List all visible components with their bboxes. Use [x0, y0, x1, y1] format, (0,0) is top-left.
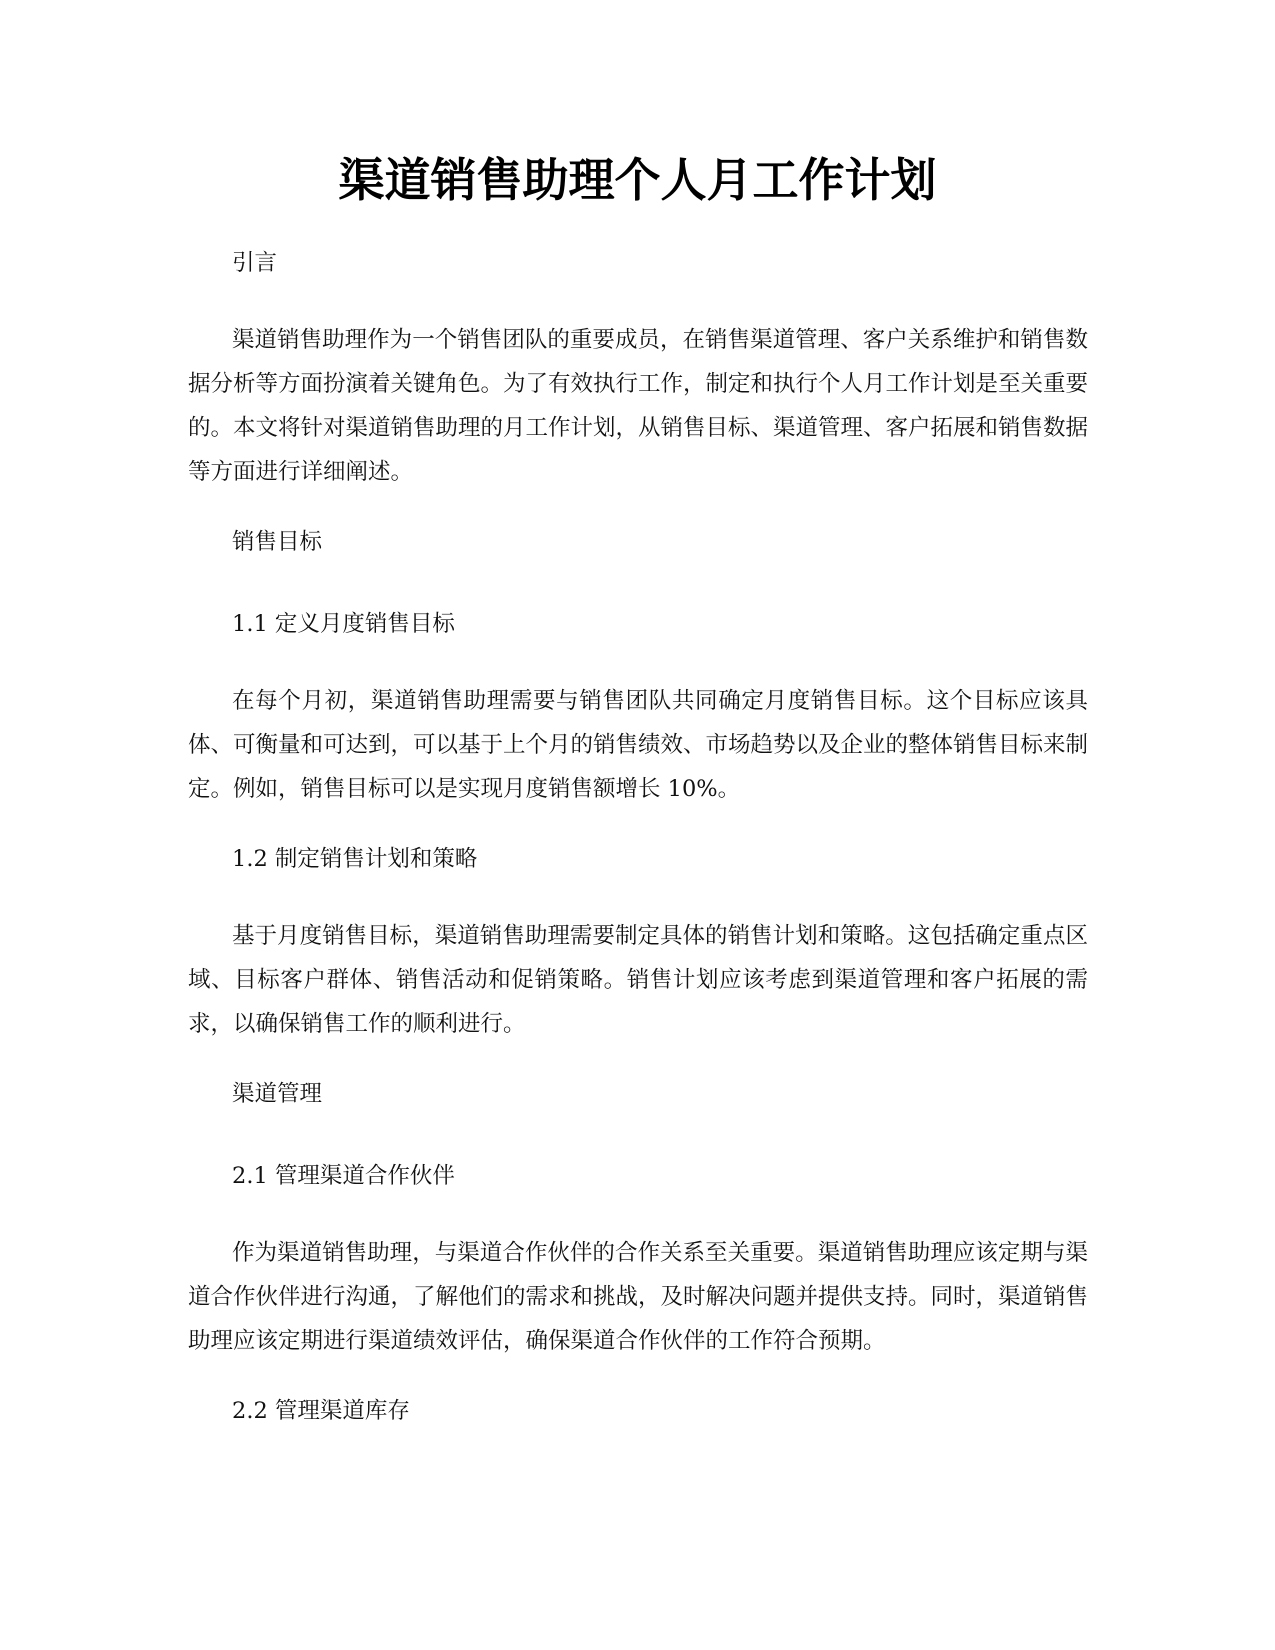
- paragraph-1-1: 在每个月初，渠道销售助理需要与销售团队共同确定月度销售目标。这个目标应该具体、可衡量和可达到，可以基于上个月的销售绩效、市场趋势以及企业的整体销售目标来制定。例如，销售目标可以是实现月度销售额增长 10%。: [188, 688, 1089, 802]
- subheading-2-2: 2.2 管理渠道库存: [232, 1398, 410, 1424]
- document-title: 渠道销售助理个人月工作计划: [338, 153, 937, 207]
- subheading-2-1: 2.1 管理渠道合作伙伴: [232, 1163, 455, 1189]
- subheading-1-1: 1.1 定义月度销售目标: [232, 611, 455, 637]
- paragraph-intro: 渠道销售助理作为一个销售团队的重要成员，在销售渠道管理、客户关系维护和销售数据分析等方面扮演着关键角色。为了有效执行工作，制定和执行个人月工作计划是至关重要的。本文将针对渠道销售助理的月工作计划，从销售目标、渠道管理、客户拓展和销售数据等方面进行详细阐述。: [188, 327, 1089, 485]
- paragraph-1-2: 基于月度销售目标，渠道销售助理需要制定具体的销售计划和策略。这包括确定重点区域、目标客户群体、销售活动和促销策略。销售计划应该考虑到渠道管理和客户拓展的需求，以确保销售工作的顺利进行。: [188, 923, 1088, 1037]
- section-heading-channel-management: 渠道管理: [232, 1081, 323, 1107]
- section-heading-intro: 引言: [232, 250, 278, 276]
- paragraph-2-1: 作为渠道销售助理，与渠道合作伙伴的合作关系至关重要。渠道销售助理应该定期与渠道合作伙伴进行沟通，了解他们的需求和挑战，及时解决问题并提供支持。同时，渠道销售助理应该定期进行渠道绩效评估，确保渠道合作伙伴的工作符合预期。: [188, 1240, 1089, 1354]
- section-heading-sales-target: 销售目标: [232, 529, 323, 555]
- subheading-1-2: 1.2 制定销售计划和策略: [232, 846, 478, 872]
- document-body: [188, 236, 1088, 1466]
